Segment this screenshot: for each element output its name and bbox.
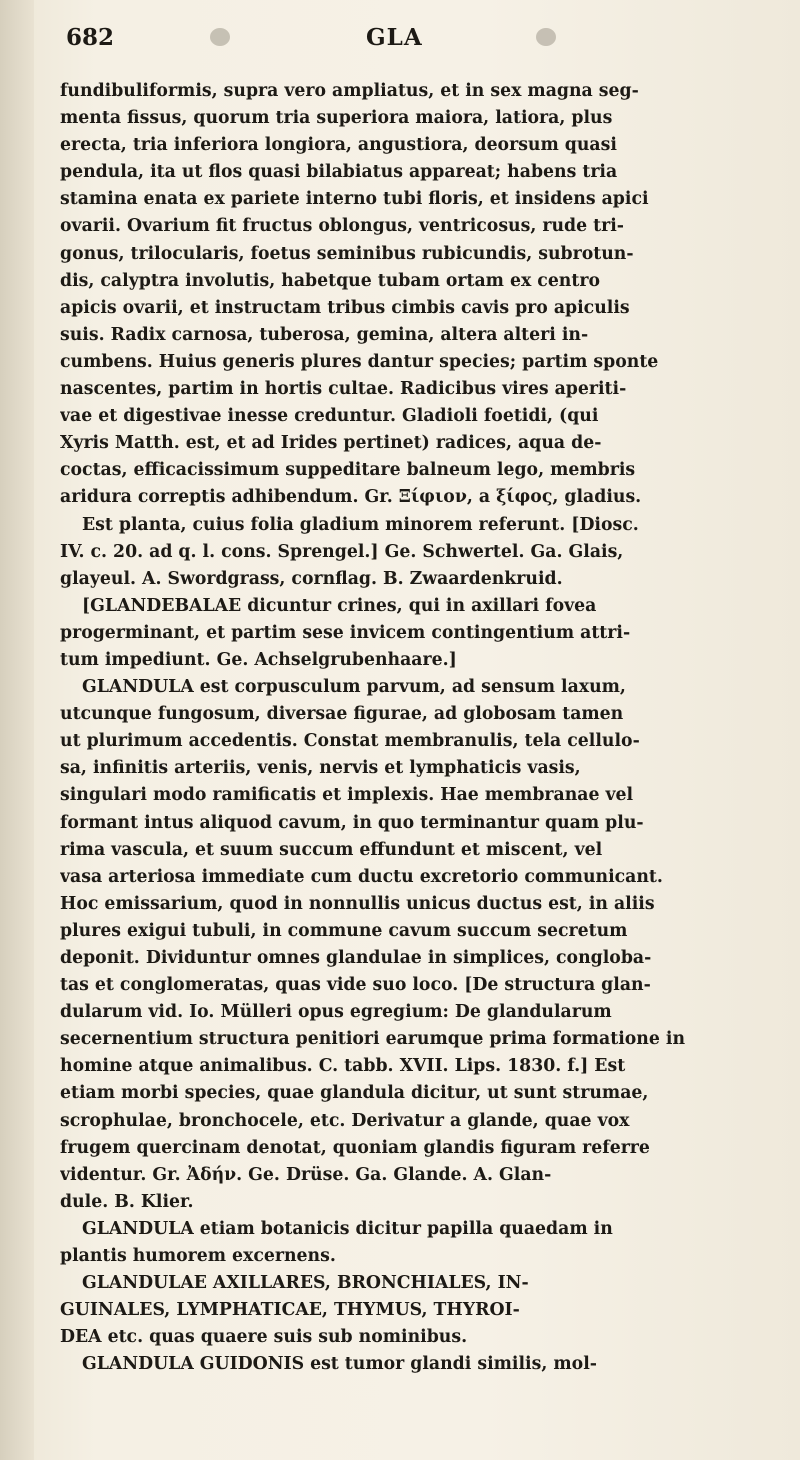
text-line: GUINALES, LYMPHATICAE, THYMUS, THYROI-	[60, 1300, 520, 1321]
text-line: erecta, tria inferiora longiora, angustiora, deorsum quasi	[60, 135, 617, 156]
text-line: GLANDULA est corpusculum parvum, ad sensum laxum,	[82, 677, 626, 698]
page-gutter	[0, 0, 34, 1460]
text-line: scrophulae, bronchocele, etc. Derivatur a glande, quae vox	[60, 1110, 630, 1131]
text-line: glayeul. A. Swordgrass, cornflag. B. Zwaardenkruid.	[60, 568, 563, 589]
body-text	[60, 78, 780, 1379]
page-number: 682	[66, 24, 115, 51]
ink-blot	[210, 28, 230, 46]
text-line: videntur. Gr. Ἀδήν. Ge. Drüse. Ga. Glande. A. Glan-	[60, 1164, 552, 1185]
text-line: dularum vid. Io. Mülleri opus egregium: De glandularum	[60, 1002, 612, 1023]
text-line: etiam morbi species, quae glandula dicitur, ut sunt strumae,	[60, 1083, 649, 1104]
running-head: GLA	[366, 24, 423, 51]
text-line: menta fissus, quorum tria superiora maiora, latiora, plus	[60, 108, 613, 129]
text-line: plantis humorem excernens.	[60, 1246, 336, 1267]
text-line: fundibuliformis, supra vero ampliatus, et in sex magna seg-	[60, 81, 639, 101]
text-line: ut plurimum accedentis. Constat membranulis, tela cellulo-	[60, 731, 640, 752]
text-line: sa, infinitis arteriis, venis, nervis et lymphaticis vasis,	[60, 758, 581, 779]
text-line: gonus, trilocularis, foetus seminibus rubicundis, subrotun-	[60, 243, 634, 264]
text-line: deponit. Dividuntur omnes glandulae in simplices, congloba-	[60, 948, 652, 968]
text-line: Hoc emissarium, quod in nonnullis unicus ductus est, in aliis	[60, 893, 655, 914]
text-line: tas et conglomeratas, quas vide suo loco. [De structura glan-	[60, 975, 651, 996]
text-line: coctas, efficacissimum suppeditare balneum lego, membris	[60, 460, 636, 481]
text-line: secernentium structura penitiori earumque prima formatione in	[60, 1029, 686, 1050]
text-line: dule. B. Klier.	[60, 1191, 194, 1212]
text-line: singulari modo ramificatis et implexis. Hae membranae vel	[60, 785, 634, 806]
text-line: plures exigui tubuli, in commune cavum succum secretum	[60, 920, 628, 941]
text-line: DEA etc. quas quaere suis sub nominibus.	[60, 1327, 468, 1348]
text-line: vasa arteriosa immediate cum ductu excretorio communicant.	[60, 866, 663, 887]
text-line: utcunque fungosum, diversae figurae, ad globosam tamen	[60, 704, 624, 725]
text-line: IV. c. 20. ad q. l. cons. Sprengel.] Ge. Schwertel. Ga. Glais,	[60, 541, 624, 562]
text-line: cumbens. Huius generis plures dantur species; partim sponte	[60, 351, 659, 372]
text-line: vae et digestivae inesse creduntur. Gladioli foetidi, (qui	[60, 406, 599, 427]
text-line: suis. Radix carnosa, tuberosa, gemina, altera alteri in-	[60, 324, 589, 345]
text-line: GLANDULAE AXILLARES, BRONCHIALES, IN-	[82, 1273, 529, 1294]
text-line: Xyris Matth. est, et ad Irides pertinet) radices, aqua de-	[60, 433, 602, 454]
page-header	[60, 14, 760, 62]
text-line: frugem quercinam denotat, quoniam glandis figuram referre	[60, 1137, 650, 1158]
text-line: tum impediunt. Ge. Achselgrubenhaare.]	[60, 649, 457, 670]
text-line: formant intus aliquod cavum, in quo terminantur quam plu-	[60, 812, 644, 833]
text-line: aridura correptis adhibendum. Gr. Ξίφιον, a ξίφος, gladius.	[60, 487, 642, 508]
text-line: progerminant, et partim sese invicem contingentium attri-	[60, 622, 631, 643]
text-line: ovarii. Ovarium fit fructus oblongus, ventricosus, rude tri-	[60, 216, 624, 237]
text-line: pendula, ita ut flos quasi bilabiatus appareat; habens tria	[60, 162, 618, 183]
text-line: [GLANDEBALAE dicuntur crines, qui in axillari fovea	[82, 595, 597, 616]
text-line: Est planta, cuius folia gladium minorem referunt. [Diosc.	[82, 514, 639, 535]
text-line: nascentes, partim in hortis cultae. Radicibus vires aperiti-	[60, 379, 627, 400]
text-line: GLANDULA GUIDONIS est tumor glandi similis, mol-	[82, 1354, 597, 1375]
text-line: stamina enata ex pariete interno tubi floris, et insidens apici	[60, 189, 649, 210]
text-line: homine atque animalibus. C. tabb. XVII. Lips. 1830. f.] Est	[60, 1056, 626, 1077]
ink-blot	[536, 28, 556, 46]
text-line: dis, calyptra involutis, habetque tubam ortam ex centro	[60, 270, 600, 291]
text-line: apicis ovarii, et instructam tribus cimbis cavis pro apiculis	[60, 297, 630, 318]
text-line: rima vascula, et suum succum effundunt et miscent, vel	[60, 839, 603, 860]
text-line: GLANDULA etiam botanicis dicitur papilla quaedam in	[82, 1218, 613, 1239]
